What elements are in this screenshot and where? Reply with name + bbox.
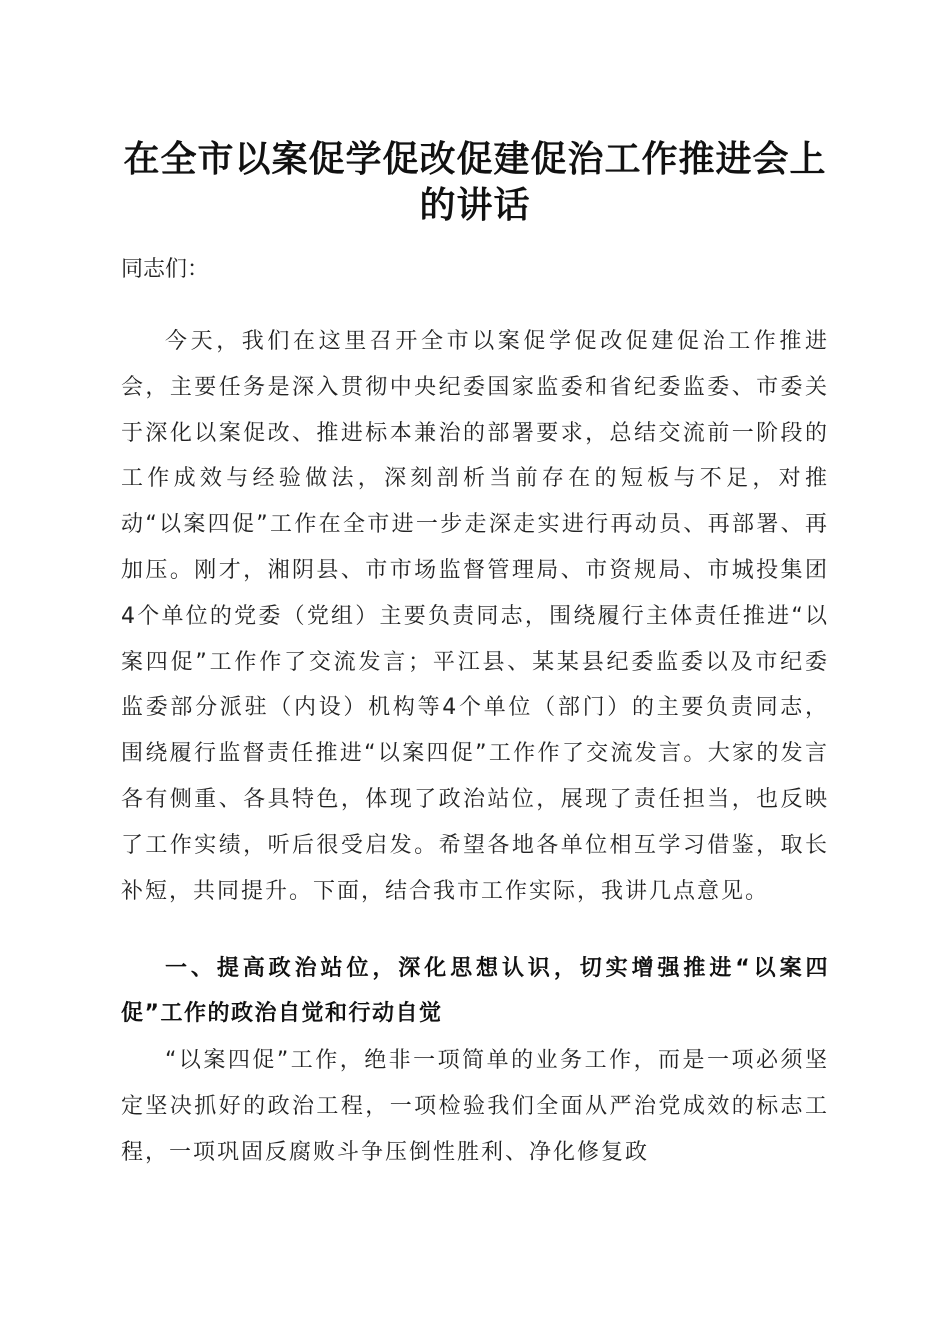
- salutation: 同志们：: [121, 257, 210, 282]
- document-title: 在全市以案促学促改促建促治工作推进会上的讲话: [123, 138, 827, 226]
- section-1-paragraph: “以案四促”工作，绝非一项简单的业务工作，而是一项必须坚定坚决抓好的政治工程，一项检验我们全面从严治党成效的标志工程，一项巩固反腐败斗争压倒性胜利、净化修复政: [121, 1048, 829, 1165]
- section-heading-1: 一、提高政治站位，深化思想认识，切实增强推进“以案四促”工作的政治自觉和行动自觉: [121, 956, 829, 1026]
- opening-paragraph: 今天，我们在这里召开全市以案促学促改促建促治工作推进会，主要任务是深入贯彻中央纪委国家监委和省纪委监委、市委关于深化以案促改、推进标本兼治的部署要求，总结交流前一阶段的工作成效与经验做法，深刻剖析当前存在的短板与不足，对推动“以案四促”工作在全市进一步走深走实进行再动员、再部署、再加压。刚才，湘阴县、市市场监督管理局、市资规局、市城投集团4个单位的党委（党组）主要负责同志，围绕履行主体责任推进“以案四促”工作作了交流发言；平江县、某某县纪委监委以及市纪委监委部分派驻（内设）机构等4个单位（部门）的主要负责同志，围绕履行监督责任推进“以案四促”工作作了交流发言。大家的发言各有侧重、各具特色，体现了政治站位，展现了责任担当，也反映了工作实绩，听后很受启发。希望各地各单位相互学习借鉴，取长补短，共同提升。下面，结合我市工作实际，我讲几点意见。: [121, 329, 829, 904]
